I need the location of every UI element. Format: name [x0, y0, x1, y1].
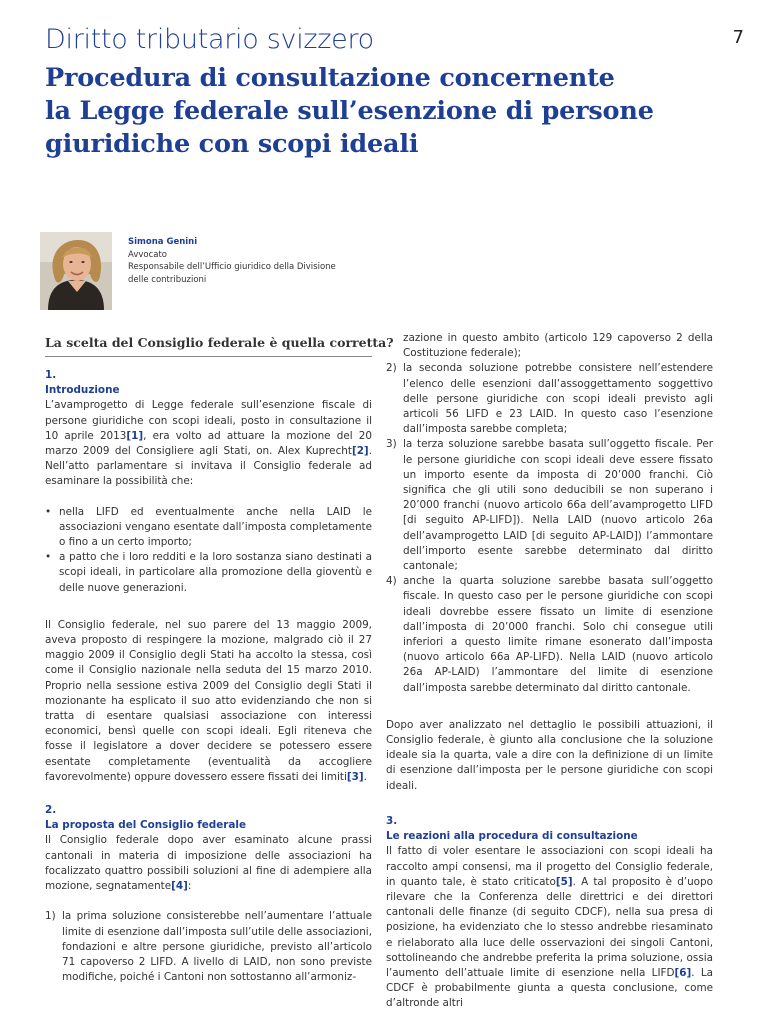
- lead-heading: La scelta del Consiglio federale è quella corretta?: [45, 335, 394, 350]
- right-column: [386, 331, 713, 1012]
- footnote-ref-4[interactable]: [4]: [171, 880, 188, 893]
- list-item: 3) la terza soluzione sarebbe basata sull’oggetto fiscale. Per le persone giuridiche con scopi ideali deve essere fissato un importo esente da imposta di 20’000 franchi. Ciò significa che gli utili sono deducibili se non superano i 20’000 franchi (nuovo articolo 66a dell’avamprogetto LIFD [di seguito AP-LIFD]). Nella LAID (nuovo articolo 26a dell’avamprogetto LAID [di seguito AP-LAID]) l’ammontare dell’importo esente sarebbe determinato dal diritto cantonale;: [386, 438, 713, 573]
- solutions-list-part-2: [386, 331, 713, 696]
- author-position-line-1: Responsabile dell’Ufficio giuridico della Divisione: [128, 262, 336, 272]
- solution-1-continued: zazione in questo ambito (articolo 129 capoverso 2 della Costituzione federale);: [403, 332, 713, 360]
- category-label: Diritto tributario svizzero: [45, 24, 374, 55]
- section-1-paragraph-2: [45, 618, 372, 785]
- author-name: Simona Genini: [128, 237, 198, 247]
- section-2-paragraph-1-text-a: Il Consiglio federale dopo aver esaminato alcune prassi cantonali in materia di imposizione delle associazioni ha focalizzato quattro possibili soluzioni al fine di adempiere alla mozione, segnatamente: [45, 834, 372, 893]
- section-3-number: 3.: [386, 814, 398, 827]
- section-1-paragraph-2-text-b: .: [363, 770, 367, 783]
- section-2-conclusion: Dopo aver analizzato nel dettaglio le possibili attuazioni, il Consiglio federale, è giunto alla conclusione che la soluzione ideale sia la quarta, vale a dire con la definizione di un limite di esenzione dall’imposta per le persone giuridiche con scopi ideali.: [386, 718, 713, 792]
- author-role: Avvocato: [128, 249, 167, 260]
- left-column: [45, 368, 372, 985]
- footnote-ref-1[interactable]: [1]: [126, 429, 144, 442]
- section-1-number: 1.: [45, 369, 57, 381]
- footnote-ref-6[interactable]: [6]: [674, 966, 692, 979]
- portrait-image: [40, 232, 112, 310]
- section-2-title: La proposta del Consiglio federale: [45, 819, 246, 832]
- mozione-bullet-list: [45, 505, 372, 596]
- section-1-paragraph-1-text-b: , era volto ad attuare la mozione del 20 marzo 2009 del Consigliere agli Stati, on. Alex Kuprecht: [45, 429, 372, 458]
- section-2-paragraph-1: [45, 833, 372, 894]
- section-3-paragraph-1-text-b: . A tal proposito è d’uopo rilevare che la Conferenza delle direttrici e dei direttori cantonali delle finanze (di seguito CDCF), nella sua presa di posizione, ha evidenziato che lo stesso andrebbe riesaminato e rielaborato alla luce delle osservazioni dei singoli Cantoni, sottolineando che andrebbe preferita la prima soluzione, ossia l’aumento dell’attuale limite di esenzione nella LIFD: [386, 875, 713, 979]
- author-photo: [40, 232, 112, 310]
- section-1-paragraph-1-text-a: L’avamprogetto di Legge federale sull’esenzione fiscale di persone giuridiche con scopi ideali, posto in consultazione il 10 aprile 2013: [45, 399, 372, 442]
- footnote-ref-2[interactable]: [2]: [351, 445, 369, 458]
- title-line-1: Procedura di consultazione concernente: [45, 63, 615, 93]
- section-3-paragraph-1-text-c: . La CDCF è probabilmente giunta a questa conclusione, come d’altronde altri: [386, 966, 714, 1010]
- list-item: • nella LIFD ed eventualmente anche nella LAID le associazioni vengano esentate dall’imposta completamente o fino a un certo importo;: [45, 505, 372, 551]
- solution-1-text: la prima soluzione consisterebbe nell’aumentare l’attuale limite di esenzione dall’imposta sull’utile delle associazioni, fondazioni e altre persone giuridiche, previsto all’articolo 71 capoverso 2 LIFD. A livello di LAID, non sono previste modifiche, poiché i Cantoni non sottostanno all’armoniz-: [62, 910, 372, 984]
- author-position-line-2: delle contribuzioni: [128, 274, 207, 285]
- title-line-2: la Legge federale sull’esenzione di persone: [45, 96, 654, 126]
- page-title: [45, 62, 725, 161]
- section-1-paragraph-1-text-c: . Nell’atto parlamentare si invitava il Consiglio federale ad esaminare la possibilità che:: [45, 445, 372, 488]
- footnote-ref-5[interactable]: [5]: [555, 875, 573, 888]
- footnote-ref-3[interactable]: [3]: [346, 770, 364, 783]
- section-3-paragraph-1: [386, 844, 713, 1011]
- solution-3-text: la terza soluzione sarebbe basata sull’oggetto fiscale. Per le persone giuridiche con scopi ideali deve essere fissato un importo esente da imposta di 20’000 franchi. Ciò significa che gli utili sono deducibili se non superano i 20’000 franchi (nuovo articolo 66a dell’avamprogetto LIFD [di seguito AP-LIFD]). Nella LAID (nuovo articolo 26a dell’avamprogetto LAID [di seguito AP-LAID]) l’ammontare dell’importo esente sarebbe determinato dal diritto cantonale;: [403, 438, 713, 573]
- list-item: • a patto che i loro redditi e la loro sostanza siano destinati a scopi ideali, in particolare alla promozione della gioventù e delle nuove generazioni.: [45, 550, 372, 596]
- list-item: 4) anche la quarta soluzione sarebbe basata sull’oggetto fiscale. In questo caso per le persone giuridiche con scopi ideali dovrebbe essere fissato un limite di esenzione dall’imposta di 20’000 franchi. Solo chi consegue utili inferiori a questo limite rimane esonerato dall’imposta (nuovo articolo 66a AP-LIFD). Nella LAID (nuovo articolo 26a AP-LAID) l’ammontare del limite di esenzione dall’imposta sarebbe determinato dal diritto cantonale.: [386, 575, 713, 694]
- section-1-paragraph-2-text-a: Il Consiglio federale, nel suo parere del 13 maggio 2009, aveva proposto di respingere la mozione, malgrado ciò il 27 maggio 2009 il Consiglio degli Stati ha accolto la stessa, così come il Consiglio nazionale nella seduta del 15 marzo 2010. Proprio nella sessione estiva 2009 del Consiglio degli Stati il mozionante ha esplicato il suo atto evidenziando che non si tratta di esentare qualsiasi associazione con interessi economici, bensì quelle con scopi ideali. Egli riteneva che fosse il legislatore a dover decidere se potessero essere esentate completamente (eventualità da accogliere favorevolmente) oppure dovessero essere fissati dei limiti: [45, 618, 372, 783]
- heading-divider: [45, 356, 372, 357]
- section-2-number: 2.: [45, 804, 57, 817]
- author-block: [128, 236, 336, 286]
- list-item: 2) la seconda soluzione potrebbe consistere nell’estendere l’elenco delle esenzioni dall’assoggettamento soggettivo delle persone giuridiche con scopi ideali previsto agli articoli 56 LIFD e 23 LAID. In questo caso l’esenzione dall’imposta sarebbe completa;: [386, 362, 713, 436]
- solutions-list-part-1: [45, 909, 372, 985]
- section-3-paragraph-1-text-a: Il fatto di voler esentare le associazioni con scopi ideali ha raccolto ampi consensi, ma il progetto del Consiglio federale, in quanto tale, è stato criticato: [386, 845, 713, 888]
- list-item: 1) la prima soluzione consisterebbe nell’aumentare l’attuale limite di esenzione dall’imposta sull’utile delle associazioni, fondazioni e altre persone giuridiche, previsto all’articolo 71 capoverso 2 LIFD. A livello di LAID, non sono previste modifiche, poiché i Cantoni non sottostanno all’armoniz-: [45, 910, 372, 984]
- solution-4-text: anche la quarta soluzione sarebbe basata sull’oggetto fiscale. In questo caso per le persone giuridiche con scopi ideali dovrebbe essere fissato un limite di esenzione dall’imposta di 20’000 franchi. Solo chi consegue utili inferiori a questo limite rimane esonerato dall’imposta (nuovo articolo 66a AP-LIFD). Nella LAID (nuovo articolo 26a AP-LAID) l’ammontare del limite di esenzione dall’imposta sarebbe determinato dal diritto cantonale.: [403, 575, 713, 694]
- section-2-paragraph-1-text-b: :: [187, 880, 192, 893]
- section-1-title: Introduzione: [45, 384, 120, 397]
- list-item: [386, 331, 713, 361]
- section-1-paragraph-1: [45, 398, 372, 489]
- section-3-title: Le reazioni alla procedura di consultazione: [386, 830, 638, 843]
- solution-2-text: la seconda soluzione potrebbe consistere nell’estendere l’elenco delle esenzioni dall’assoggettamento soggettivo delle persone giuridiche con scopi ideali previsto agli articoli 56 LIFD e 23 LAID. In questo caso l’esenzione dall’imposta sarebbe completa;: [403, 362, 713, 436]
- title-line-3: giuridiche con scopi ideali: [45, 129, 419, 159]
- page-number: 7: [732, 27, 744, 48]
